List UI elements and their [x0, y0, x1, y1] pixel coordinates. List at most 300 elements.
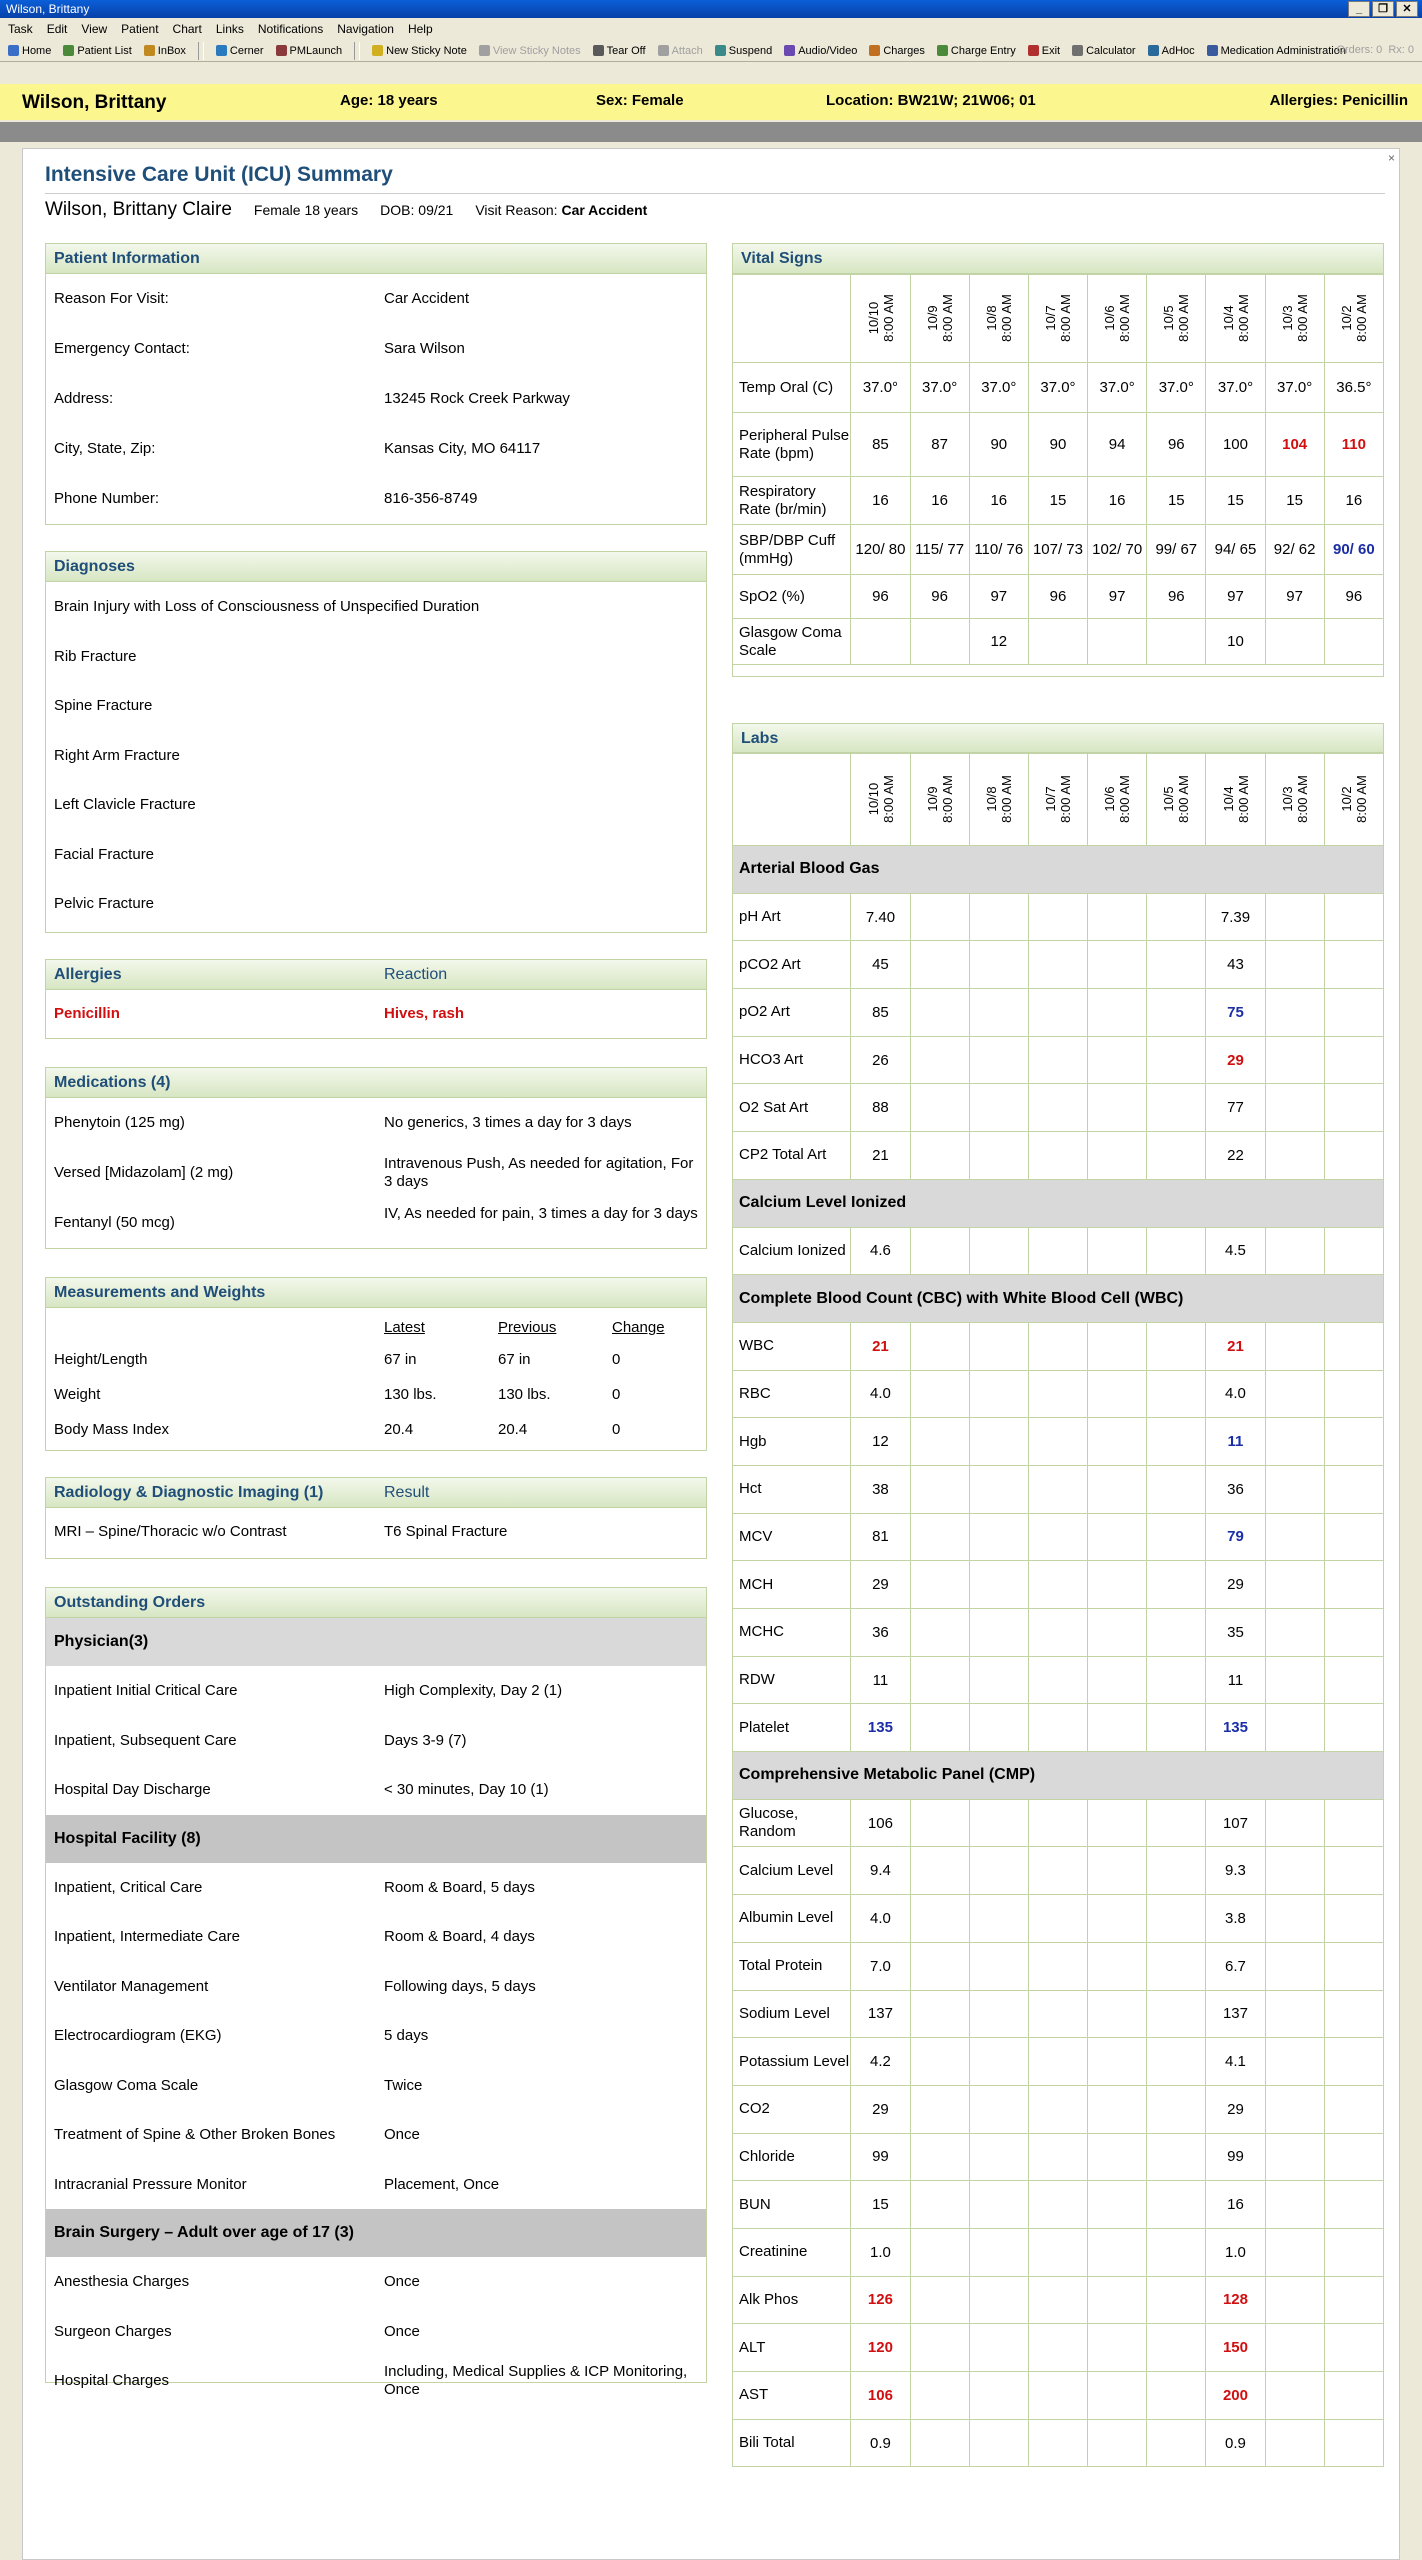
diagnoses-section	[45, 551, 707, 933]
lab-value	[1147, 989, 1206, 1037]
lab-value	[1265, 1227, 1324, 1275]
lab-row	[733, 1609, 1384, 1657]
date-column-header	[969, 275, 1028, 363]
lab-value: 4.1	[1206, 2038, 1265, 2086]
lab-value: 11	[1206, 1656, 1265, 1704]
toolbar-separator	[198, 42, 204, 60]
lab-value	[910, 2276, 969, 2324]
lab-value: 0.9	[1206, 2419, 1265, 2467]
menu-navigation[interactable]: Navigation	[337, 22, 394, 36]
vital-row	[733, 575, 1384, 619]
date-column-header	[851, 275, 910, 363]
order-name: Hospital Charges	[54, 2372, 170, 2389]
radiology-result: T6 Spinal Fracture	[384, 1523, 508, 1540]
order-name: Inpatient, Critical Care	[54, 1878, 203, 1896]
lab-value: 0.9	[851, 2419, 910, 2467]
lab-value	[910, 893, 969, 941]
lab-row	[733, 2085, 1384, 2133]
lab-value	[910, 1322, 969, 1370]
lab-label: Glucose, Random	[733, 1799, 851, 1847]
vital-label: Temp Oral (C)	[733, 363, 851, 413]
diagnosis-item: Left Clavicle Fracture	[54, 796, 196, 813]
menu-links[interactable]: Links	[215, 22, 244, 36]
minimize-icon[interactable]: _	[1348, 1, 1370, 17]
vital-row	[733, 525, 1384, 575]
lab-value	[1028, 1847, 1087, 1895]
toolbar-charge-entry[interactable]: Charge Entry	[937, 45, 1016, 57]
lab-value	[1088, 1942, 1147, 1990]
orders-count[interactable]: Orders: 0	[1336, 44, 1383, 56]
inbox-icon	[144, 45, 155, 56]
window-title-bar	[0, 0, 1422, 18]
measurement-column-header: Latest	[384, 1319, 425, 1336]
order-name: Glasgow Coma Scale	[54, 2076, 199, 2094]
toolbar-calculator[interactable]: Calculator	[1072, 45, 1136, 57]
lab-value	[1028, 1990, 1087, 2038]
lab-value	[1147, 2419, 1206, 2467]
lab-value	[910, 2324, 969, 2372]
date-header-row	[733, 275, 1384, 363]
lab-value	[969, 2133, 1028, 2181]
diagnosis-item: Brain Injury with Loss of Consciousness of Unspecified Duration	[54, 598, 480, 615]
toolbar-cerner[interactable]: Cerner	[216, 45, 264, 57]
order-detail: Once	[384, 2126, 420, 2143]
lab-value: 29	[1206, 1036, 1265, 1084]
lab-value	[1147, 2324, 1206, 2372]
vital-value: 15	[1028, 477, 1087, 525]
lab-label: RBC	[733, 1370, 851, 1418]
lab-value	[969, 1418, 1028, 1466]
toolbar-charges[interactable]: Charges	[869, 45, 925, 57]
lab-row	[733, 1132, 1384, 1180]
menu-view[interactable]: View	[81, 22, 108, 36]
menu-edit[interactable]: Edit	[46, 22, 68, 36]
lab-value	[969, 2085, 1028, 2133]
section-header: Vital Signs	[733, 244, 1383, 274]
lab-row	[733, 1227, 1384, 1275]
vital-value: 37.0°	[969, 363, 1028, 413]
lab-label: Calcium Ionized	[733, 1227, 851, 1275]
lab-label: CP2 Total Art	[733, 1132, 851, 1180]
order-row	[46, 2307, 706, 2357]
lab-label: WBC	[733, 1322, 851, 1370]
lab-value	[1028, 2372, 1087, 2420]
date-column-header	[1265, 275, 1324, 363]
lab-value: 99	[1206, 2133, 1265, 2181]
lab-value	[1324, 2181, 1383, 2229]
lab-value	[969, 1561, 1028, 1609]
menu-notifications[interactable]: Notifications	[257, 22, 324, 36]
date-label: 10/7 8:00 AM	[1042, 294, 1073, 342]
lab-value	[1324, 989, 1383, 1037]
close-window-icon[interactable]: ✕	[1396, 1, 1418, 17]
measurement-label: Height/Length	[54, 1351, 148, 1368]
lab-value	[969, 2276, 1028, 2324]
lab-value	[1265, 2228, 1324, 2276]
lab-value: 81	[851, 1513, 910, 1561]
outstanding-orders-section	[45, 1587, 707, 2398]
new-sticky-note-icon	[372, 45, 383, 56]
lab-value: 75	[1206, 989, 1265, 1037]
toolbar-exit[interactable]: Exit	[1028, 45, 1060, 57]
lab-row	[733, 2038, 1384, 2086]
menu-help[interactable]: Help	[407, 22, 433, 36]
lab-label: O2 Sat Art	[733, 1084, 851, 1132]
lab-value	[969, 1322, 1028, 1370]
lab-value	[1324, 1609, 1383, 1657]
lab-value	[1147, 1609, 1206, 1657]
lab-value	[1265, 1704, 1324, 1752]
vital-value: 15	[1206, 477, 1265, 525]
info-label: Address:	[54, 390, 114, 407]
cerner-icon	[216, 45, 227, 56]
lab-value: 45	[851, 941, 910, 989]
date-column-header	[969, 754, 1028, 846]
patient-summary-line	[45, 199, 647, 221]
vital-value: 16	[1324, 477, 1383, 525]
lab-value	[1324, 1132, 1383, 1180]
lab-value	[1324, 1465, 1383, 1513]
lab-value	[969, 893, 1028, 941]
menu-chart[interactable]: Chart	[172, 22, 202, 36]
reaction-header: Reaction	[384, 966, 448, 983]
diagnosis-item: Pelvic Fracture	[54, 895, 155, 912]
lab-value	[1265, 1609, 1324, 1657]
lab-value	[1028, 989, 1087, 1037]
lab-row	[733, 2133, 1384, 2181]
date-label: 10/4 8:00 AM	[1220, 294, 1251, 342]
lab-value	[1028, 2133, 1087, 2181]
lab-value: 22	[1206, 1132, 1265, 1180]
measurement-value: 20.4	[498, 1421, 528, 1438]
lab-value: 107	[1206, 1799, 1265, 1847]
lab-value: 1.0	[1206, 2228, 1265, 2276]
lab-value	[1265, 1036, 1324, 1084]
lab-value: 12	[851, 1418, 910, 1466]
lab-value	[1088, 2133, 1147, 2181]
menu-task[interactable]: Task	[8, 22, 33, 36]
lab-row	[733, 1704, 1384, 1752]
restore-icon[interactable]: ❐	[1372, 1, 1394, 17]
measurement-value: 20.4	[384, 1421, 414, 1438]
lab-value	[1028, 2038, 1087, 2086]
patient-info-row	[46, 274, 706, 324]
lab-value	[1147, 2372, 1206, 2420]
lab-value	[969, 2228, 1028, 2276]
patient-dob: DOB: 09/21	[380, 202, 454, 218]
lab-value	[1088, 1513, 1147, 1561]
adhoc-icon	[1148, 45, 1159, 56]
toolbar-attach[interactable]: Attach	[658, 45, 703, 57]
vital-value	[1028, 619, 1087, 665]
lab-value: 16	[1206, 2181, 1265, 2229]
lab-value: 7.40	[851, 893, 910, 941]
lab-value	[969, 1847, 1028, 1895]
lab-value	[910, 1227, 969, 1275]
lab-label: ALT	[733, 2324, 851, 2372]
lab-row	[733, 2372, 1384, 2420]
vital-row	[733, 477, 1384, 525]
lab-value	[969, 2419, 1028, 2467]
lab-label: pCO2 Art	[733, 941, 851, 989]
lab-value: 26	[851, 1036, 910, 1084]
labs-section	[732, 723, 1384, 2560]
vital-label: SpO2 (%)	[733, 575, 851, 619]
lab-label: MCH	[733, 1561, 851, 1609]
vital-value: 10	[1206, 619, 1265, 665]
lab-row	[733, 1847, 1384, 1895]
toolbar-tear-off[interactable]: Tear Off	[593, 45, 646, 57]
lab-row	[733, 1322, 1384, 1370]
lab-value	[1324, 2038, 1383, 2086]
order-name: Inpatient Initial Critical Care	[54, 1682, 238, 1699]
lab-value	[1028, 1513, 1087, 1561]
lab-value	[1028, 1227, 1087, 1275]
date-column-header	[1028, 275, 1087, 363]
lab-value	[910, 941, 969, 989]
lab-value	[969, 1227, 1028, 1275]
lab-row	[733, 1465, 1384, 1513]
lab-row	[733, 2181, 1384, 2229]
measurements-section	[45, 1277, 707, 1451]
lab-value	[1028, 2181, 1087, 2229]
lab-value	[1147, 1942, 1206, 1990]
section-header: Measurements and Weights	[46, 1278, 706, 1308]
lab-value	[969, 1084, 1028, 1132]
vital-value: 94	[1088, 413, 1147, 477]
section-header: Patient Information	[46, 244, 706, 274]
patient-info-row	[46, 374, 706, 424]
reaction: Hives, rash	[384, 1005, 465, 1022]
lab-value	[1088, 2228, 1147, 2276]
info-value: Car Accident	[384, 290, 470, 307]
lab-value	[1265, 1895, 1324, 1943]
lab-value	[1265, 941, 1324, 989]
lab-value: 4.0	[851, 1370, 910, 1418]
lab-value: 21	[851, 1322, 910, 1370]
medication-instructions: No generics, 3 times a day for 3 days	[384, 1114, 632, 1131]
vital-value	[851, 619, 910, 665]
radiology-section	[45, 1477, 707, 1559]
lab-value: 6.7	[1206, 1942, 1265, 1990]
lab-row	[733, 1990, 1384, 2038]
lab-value	[969, 989, 1028, 1037]
lab-value	[1324, 2276, 1383, 2324]
lab-label: Alk Phos	[733, 2276, 851, 2324]
toolbar-new-sticky-note[interactable]: New Sticky Note	[372, 45, 467, 57]
lab-value	[1147, 1132, 1206, 1180]
allergen: Penicillin	[54, 1005, 120, 1022]
lab-value	[1324, 1895, 1383, 1943]
window-controls	[1348, 1, 1418, 17]
toolbar-adhoc[interactable]: AdHoc	[1148, 45, 1195, 57]
lab-row	[733, 1513, 1384, 1561]
rx-count[interactable]: Rx: 0	[1388, 44, 1414, 56]
vital-value: 96	[1147, 575, 1206, 619]
banner-location: Location: BW21W; 21W06; 01	[826, 92, 1036, 109]
lab-value	[969, 1942, 1028, 1990]
lab-value: 128	[1206, 2276, 1265, 2324]
lab-value: 85	[851, 989, 910, 1037]
menu-patient[interactable]: Patient	[121, 22, 159, 36]
vital-value: 97	[969, 575, 1028, 619]
charges-icon	[869, 45, 880, 56]
lab-value: 43	[1206, 941, 1265, 989]
lab-group-row	[733, 846, 1384, 894]
lab-value	[1324, 1036, 1383, 1084]
toolbar-pmlaunch[interactable]: PMLaunch	[276, 45, 343, 57]
lab-value	[1265, 2324, 1324, 2372]
lab-row	[733, 989, 1384, 1037]
lab-label: Hgb	[733, 1418, 851, 1466]
lab-value	[1147, 2085, 1206, 2133]
vital-value: 107/ 73	[1028, 525, 1087, 575]
info-value: 816-356-8749	[384, 490, 478, 507]
radiology-exam: MRI – Spine/Thoracic w/o Contrast	[54, 1523, 287, 1540]
page-close-icon[interactable]: ×	[1387, 151, 1395, 165]
lab-label: Creatinine	[733, 2228, 851, 2276]
medication-row	[46, 1098, 706, 1148]
lab-value: 7.0	[851, 1942, 910, 1990]
calculator-icon	[1072, 45, 1083, 56]
lab-value: 79	[1206, 1513, 1265, 1561]
lab-value: 1.0	[851, 2228, 910, 2276]
lab-value	[910, 2133, 969, 2181]
order-row	[46, 2160, 706, 2210]
vital-row	[733, 413, 1384, 477]
date-label: 10/3 8:00 AM	[1279, 294, 1310, 342]
info-value: Sara Wilson	[384, 340, 465, 357]
order-row	[46, 1863, 706, 1913]
lab-value: 11	[1206, 1418, 1265, 1466]
result-header: Result	[384, 1484, 430, 1501]
lab-value	[1088, 1465, 1147, 1513]
order-row	[46, 1716, 706, 1766]
vital-value: 37.0°	[1028, 363, 1087, 413]
lab-value	[1088, 941, 1147, 989]
vital-value	[1265, 619, 1324, 665]
lab-value	[969, 1656, 1028, 1704]
lab-value	[1088, 893, 1147, 941]
date-column-header	[1028, 754, 1087, 846]
lab-value	[1147, 2038, 1206, 2086]
lab-label: Potassium Level	[733, 2038, 851, 2086]
lab-value: 29	[1206, 1561, 1265, 1609]
order-detail: Following days, 5 days	[384, 1977, 536, 1995]
vital-value: 99/ 67	[1147, 525, 1206, 575]
lab-value	[910, 1084, 969, 1132]
lab-value	[1028, 2276, 1087, 2324]
measurement-value: 0	[612, 1421, 621, 1438]
patient-info-row	[46, 474, 706, 524]
vital-value: 97	[1206, 575, 1265, 619]
lab-value	[1028, 2085, 1087, 2133]
vital-value: 37.0°	[851, 363, 910, 413]
lab-label: Platelet	[733, 1704, 851, 1752]
toolbar-inbox[interactable]: InBox	[144, 45, 186, 57]
date-column-header	[1088, 754, 1147, 846]
lab-value	[1324, 1370, 1383, 1418]
lab-value	[1265, 2181, 1324, 2229]
lab-value	[969, 1132, 1028, 1180]
order-group-header: Physician(3)	[46, 1618, 706, 1666]
toolbar-home[interactable]: Home	[8, 45, 51, 57]
icu-summary-page	[22, 148, 1400, 2560]
banner-name: Wilson, Brittany	[22, 92, 167, 113]
lab-value	[1324, 1847, 1383, 1895]
page-title: Intensive Care Unit (ICU) Summary	[45, 163, 393, 186]
lab-value	[1147, 941, 1206, 989]
lab-value	[1028, 1084, 1087, 1132]
lab-label: pH Art	[733, 893, 851, 941]
lab-value: 106	[851, 2372, 910, 2420]
lab-value	[1088, 2038, 1147, 2086]
toolbar-view-sticky-notes[interactable]: View Sticky Notes	[479, 45, 581, 57]
lab-group-row	[733, 1179, 1384, 1227]
vital-value: 15	[1265, 477, 1324, 525]
banner-allergies: Allergies: Penicillin	[1269, 92, 1408, 109]
lab-group-header: Comprehensive Metabolic Panel (CMP)	[733, 1752, 1384, 1800]
lab-value	[1028, 1942, 1087, 1990]
lab-value	[910, 2419, 969, 2467]
lab-value	[1147, 1322, 1206, 1370]
date-label: 10/8 8:00 AM	[983, 294, 1014, 342]
toolbar-audio-video[interactable]: Audio/Video	[784, 45, 857, 57]
lab-value	[1147, 1895, 1206, 1943]
lab-value	[1324, 1990, 1383, 2038]
home-icon	[8, 45, 19, 56]
order-detail: Room & Board, 5 days	[384, 1878, 535, 1896]
order-name: Surgeon Charges	[54, 2322, 172, 2340]
order-name: Inpatient, Intermediate Care	[54, 1928, 240, 1945]
medication-name: Phenytoin (125 mg)	[54, 1114, 185, 1131]
menu-bar	[0, 20, 1422, 38]
vital-row	[733, 619, 1384, 665]
lab-value	[1088, 1036, 1147, 1084]
toolbar-patient-list[interactable]: Patient List	[63, 45, 131, 57]
order-detail: Room & Board, 4 days	[384, 1928, 535, 1945]
lab-value: 88	[851, 1084, 910, 1132]
toolbar-medication-administration[interactable]: Medication Administration	[1207, 45, 1346, 57]
lab-value	[1147, 1990, 1206, 2038]
medication-administration-icon	[1207, 45, 1218, 56]
info-value: 13245 Rock Creek Parkway	[384, 390, 570, 407]
lab-value	[910, 1942, 969, 1990]
lab-value	[1265, 1942, 1324, 1990]
lab-row	[733, 2276, 1384, 2324]
vital-value: 97	[1265, 575, 1324, 619]
toolbar-suspend[interactable]: Suspend	[715, 45, 772, 57]
section-header: Labs	[732, 723, 1384, 753]
date-label: 10/9 8:00 AM	[924, 775, 955, 823]
order-detail: Days 3-9 (7)	[384, 1731, 467, 1749]
lab-value	[1028, 1799, 1087, 1847]
vital-label: Respiratory Rate (br/min)	[733, 477, 851, 525]
lab-value: 36	[1206, 1465, 1265, 1513]
lab-value	[1088, 1799, 1147, 1847]
date-column-header	[1206, 754, 1265, 846]
lab-value	[1147, 1465, 1206, 1513]
lab-value: 7.39	[1206, 893, 1265, 941]
order-detail: Twice	[384, 2076, 423, 2094]
lab-value	[910, 1370, 969, 1418]
separator-bar	[0, 122, 1422, 142]
medication-row	[46, 1198, 706, 1248]
lab-value	[969, 1990, 1028, 2038]
lab-value	[1088, 1609, 1147, 1657]
lab-value	[1147, 1227, 1206, 1275]
vital-value: 37.0°	[1206, 363, 1265, 413]
